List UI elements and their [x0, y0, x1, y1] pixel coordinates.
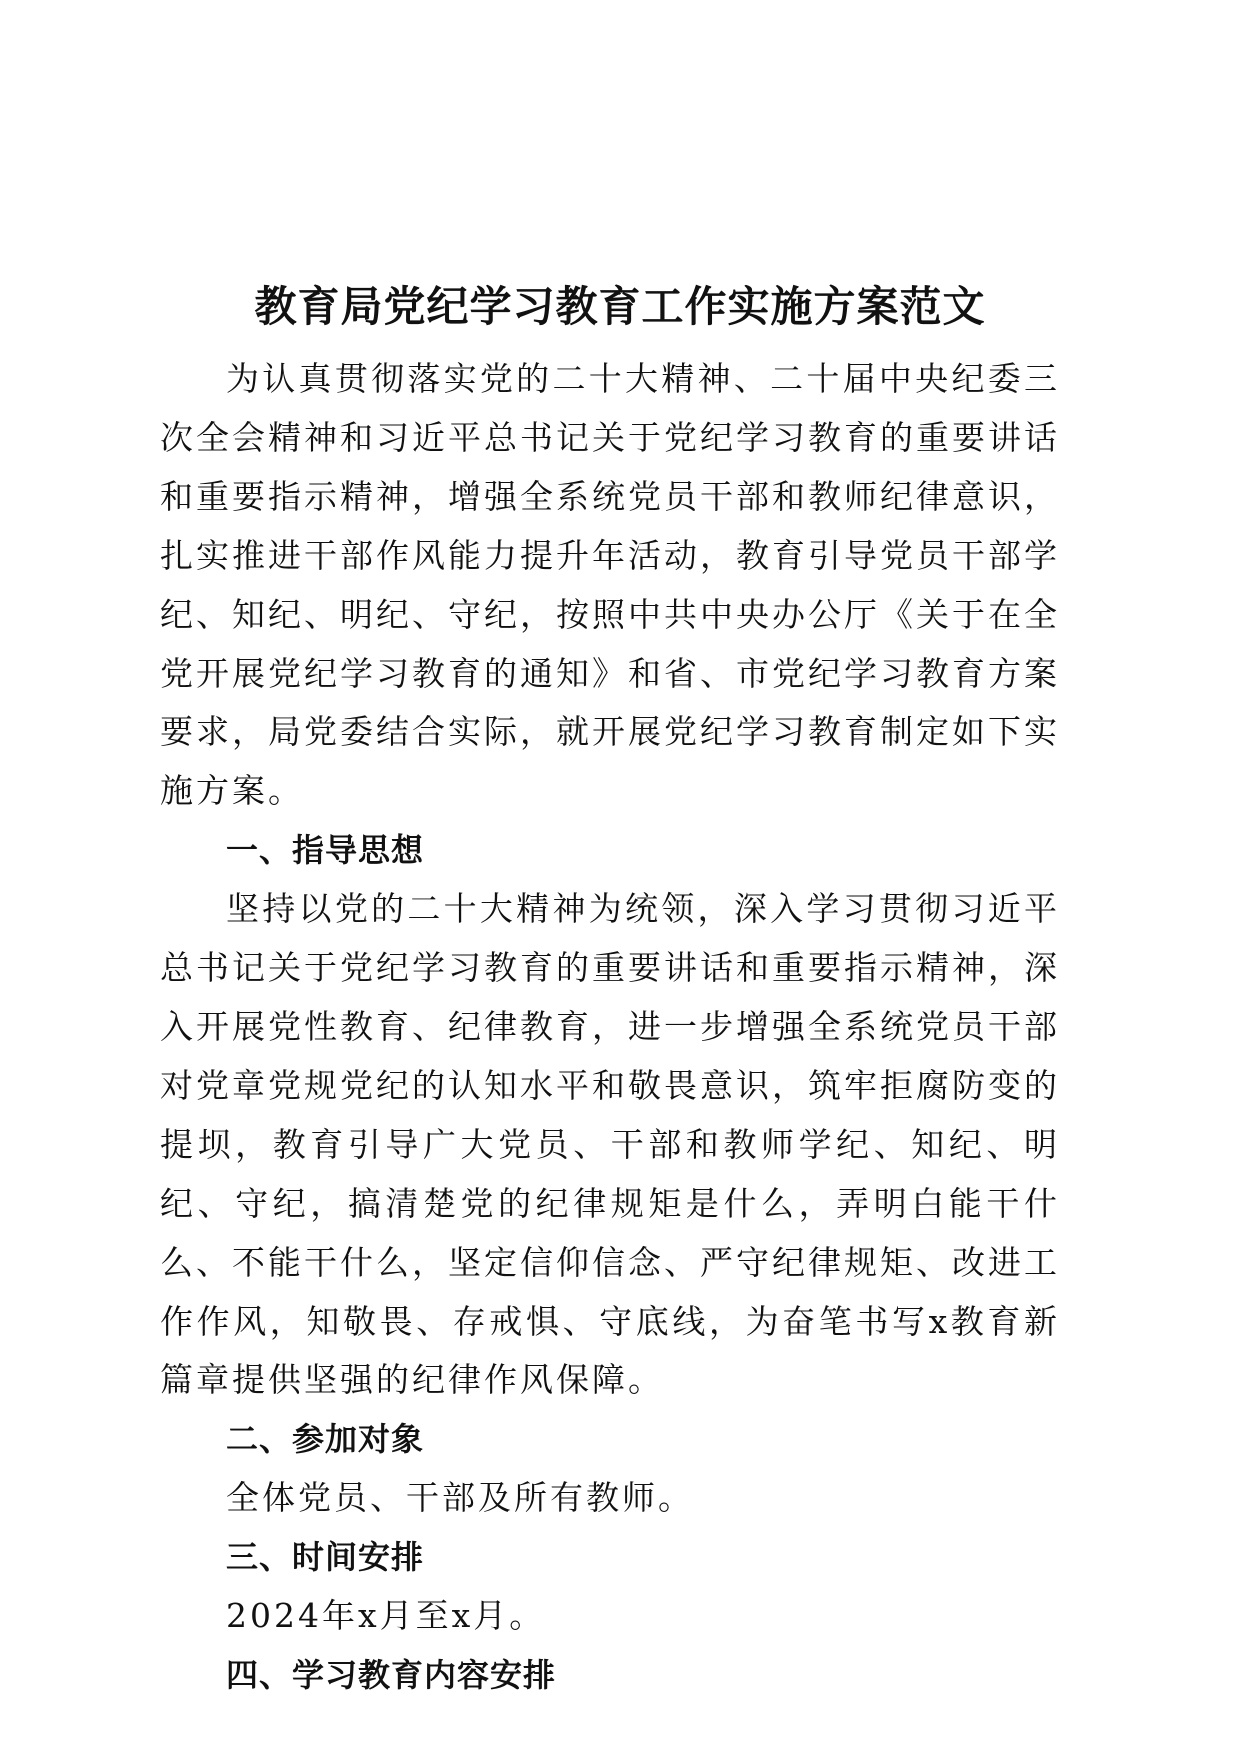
section-text-participants: 全体党员、干部及所有教师。: [226, 1478, 694, 1518]
section-heading-guiding-ideology: 一、指导思想: [226, 831, 425, 870]
document-title: 教育局党纪学习教育工作实施方案范文: [254, 282, 986, 331]
section-heading-schedule: 三、时间安排: [226, 1538, 425, 1577]
section-text-guiding-ideology: 坚持以党的二十大精神为统领，深入学习贯彻习近平总书记关于党纪学习教育的重要讲话和重要指示精神，深入开展党性教育、纪律教育，进一步增强全系统党员干部对党章党规党纪的认知水平和敬畏意识，筑牢拒腐防变的提坝，教育引导广大党员、干部和教师学纪、知纪、明纪、守纪，搞清楚党的纪律规矩是什么，弄明白能干什么、不能干什么，坚定信仰信念、严守纪律规矩、改进工作作风，知敬畏、存戒惧、守底线，为奋笔书写x教育新篇章提供坚强的纪律作风保障。: [160, 889, 1060, 1400]
section-heading-content-arrangement: 四、学习教育内容安排: [226, 1655, 557, 1694]
document-body: [160, 350, 1060, 1705]
section-text-schedule: 2024年x月至x月。: [226, 1596, 546, 1636]
section-heading-participants: 二、参加对象: [226, 1420, 425, 1459]
intro-paragraph: 为认真贯彻落实党的二十大精神、二十届中央纪委三次全会精神和习近平总书记关于党纪学习教育的重要讲话和重要指示精神，增强全系统党员干部和教师纪律意识，扎实推进干部作风能力提升年活动，教育引导党员干部学纪、知纪、明纪、守纪，按照中共中央办公厅《关于在全党开展党纪学习教育的通知》和省、市党纪学习教育方案要求，局党委结合实际，就开展党纪学习教育制定如下实施方案。: [160, 359, 1060, 811]
